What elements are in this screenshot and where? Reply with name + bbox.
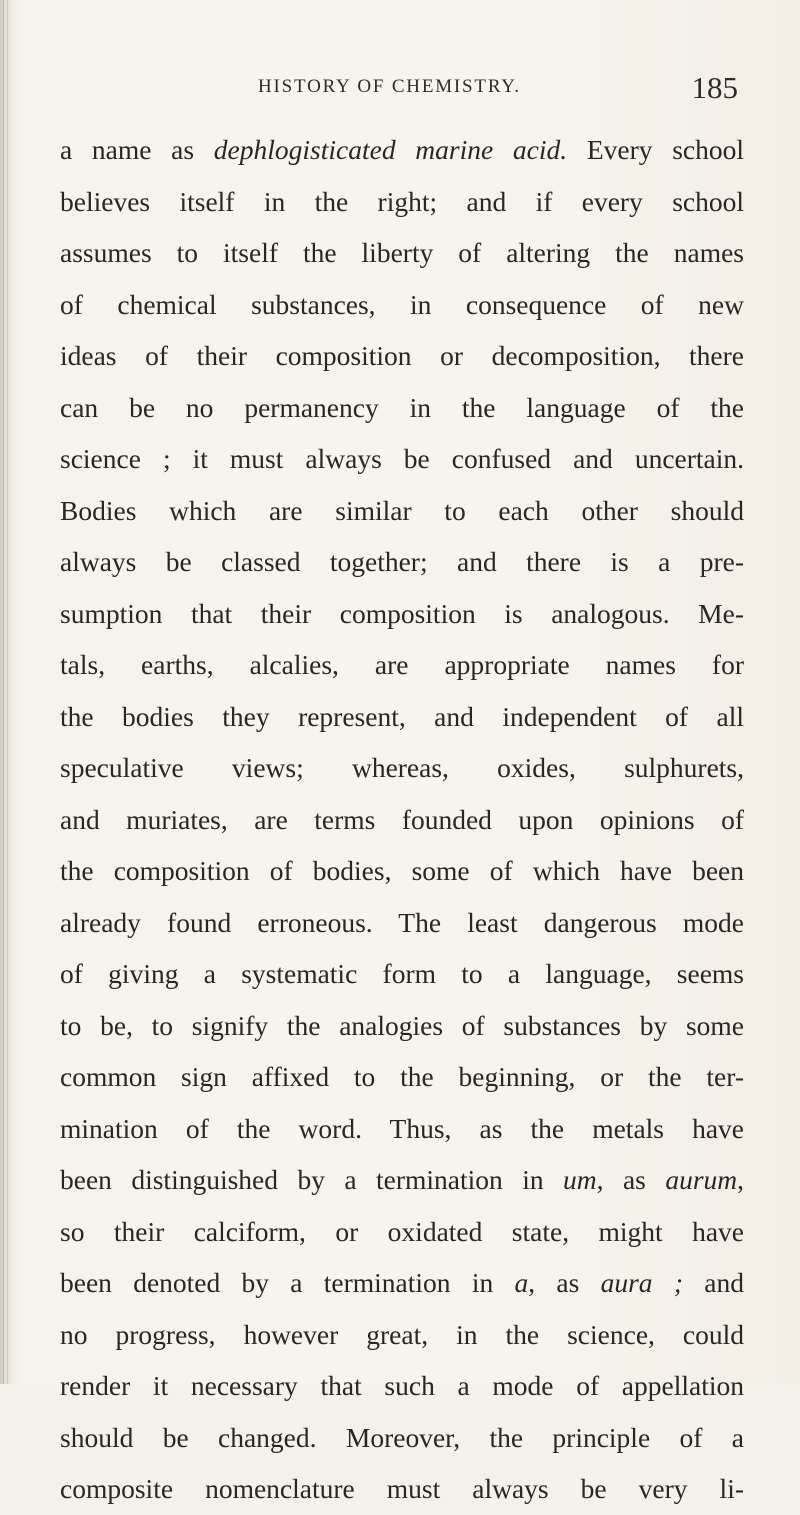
text-line <box>60 588 744 640</box>
text-segment: , as <box>528 1267 601 1298</box>
text-line <box>60 948 744 1000</box>
text-segment: Bodies which are similar to each other should <box>60 494 744 526</box>
text-segment: been denoted by a termination in <box>60 1267 515 1298</box>
running-head: HISTORY OF CHEMISTRY. <box>258 76 521 97</box>
binding-edge <box>0 0 10 1384</box>
text-line <box>60 124 744 176</box>
text-segment: already found erroneous. The least dangerous mode <box>60 906 744 938</box>
text-segment: ideas of their composition or decomposition, there <box>60 340 744 371</box>
text-segment: , <box>737 1164 744 1195</box>
text-segment: the bodies they represent, and independent of all <box>60 700 744 732</box>
binding-line <box>7 0 8 1384</box>
text-segment: science ; it must always be confused and uncertain. <box>60 443 744 474</box>
text-line <box>60 639 744 691</box>
text-segment: been distinguished by a termination in <box>60 1164 564 1195</box>
text-segment: common sign affixed to the beginning, or the ter- <box>60 1061 744 1092</box>
text-segment: should be changed. Moreover, the principle of a <box>60 1421 744 1453</box>
text-line <box>60 1309 744 1361</box>
text-line <box>60 1206 744 1258</box>
text-line <box>60 1154 744 1206</box>
text-line <box>60 897 744 949</box>
italic-text-segment: dephlogisticated marine acid. <box>213 134 568 165</box>
text-line <box>60 1463 744 1515</box>
text-segment: composite nomenclature must always be very li- <box>60 1473 744 1504</box>
text-line <box>60 1000 744 1052</box>
text-line <box>60 1412 744 1464</box>
text-line <box>60 176 744 228</box>
text-line <box>60 330 744 382</box>
text-line <box>60 742 744 794</box>
text-segment: speculative views; whereas, oxides, sulphurets, <box>60 752 744 783</box>
text-segment: a name as <box>60 134 214 165</box>
text-line <box>60 279 744 331</box>
text-segment: Every school <box>567 134 744 165</box>
text-segment: , as <box>596 1164 666 1195</box>
text-segment: no progress, however great, in the science, could <box>60 1318 744 1350</box>
text-segment: and <box>682 1267 744 1298</box>
text-line <box>60 227 744 279</box>
text-line <box>60 433 744 485</box>
text-segment: render it necessary that such a mode of appellation <box>60 1370 744 1401</box>
text-segment: believes itself in the right; and if every school <box>60 185 744 217</box>
body-text <box>60 124 744 1515</box>
binding-line <box>3 0 4 1384</box>
text-segment: can be no permanency in the language of the <box>60 391 744 423</box>
text-line <box>60 485 744 537</box>
text-segment: assumes to itself the liberty of altering the names <box>60 237 744 268</box>
text-line <box>60 845 744 897</box>
page-header <box>258 70 738 110</box>
text-segment: tals, earths, alcalies, are appropriate names for <box>60 649 744 680</box>
text-segment: always be classed together; and there is a pre- <box>60 546 744 577</box>
italic-text-segment: aura ; <box>600 1267 683 1298</box>
text-line <box>60 1257 744 1309</box>
text-segment: to be, to signify the analogies of substances by some <box>60 1009 744 1041</box>
page-number: 185 <box>691 70 738 105</box>
text-segment: the composition of bodies, some of which have been <box>60 855 744 886</box>
text-segment: sumption that their composition is analogous. Me- <box>60 597 744 629</box>
text-line <box>60 691 744 743</box>
text-segment: so their calciform, or oxidated state, might have <box>60 1215 744 1247</box>
text-segment: of giving a systematic form to a language, seems <box>60 958 744 989</box>
italic-text-segment: aurum <box>665 1164 738 1195</box>
text-line <box>60 794 744 846</box>
text-line <box>60 536 744 588</box>
italic-text-segment: a <box>514 1267 529 1298</box>
text-line <box>60 1103 744 1155</box>
text-segment: mination of the word. Thus, as the metals have <box>60 1112 744 1144</box>
text-segment: and muriates, are terms founded upon opinions of <box>60 803 744 835</box>
text-line <box>60 382 744 434</box>
italic-text-segment: um <box>563 1164 597 1195</box>
text-segment: of chemical substances, in consequence of new <box>60 288 744 320</box>
text-line <box>60 1360 744 1412</box>
text-line <box>60 1051 744 1103</box>
